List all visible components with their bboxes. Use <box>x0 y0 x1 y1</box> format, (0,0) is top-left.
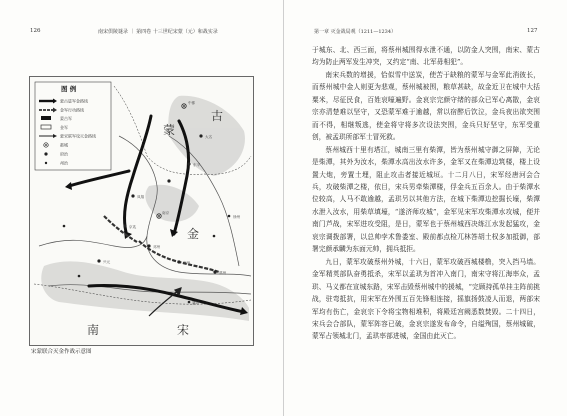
legend-title: 图 例 <box>61 85 77 93</box>
body-text <box>312 44 540 343</box>
svg-text:金: 金 <box>187 227 200 241</box>
svg-text:唐州: 唐州 <box>183 261 191 265</box>
paragraph: 蔡州城西十里有塔江，城南三里有柴潭，皆为蔡州城守御之屏障，无论是柴潭，其外为汝水，柴潭水高出汝水许多，金军又在柴潭边筑楼，楼上设置大炮，旁置土埋，阻止攻击者接近城垣。十二月八日，宋军经唐河会合兵，攻破柴潭之楼，依目，宋兵男牵柴潭楼，俘金兵五百余人。由于柴潭水位较高，人马不敢逾越，孟珙另以其他方法，在城下柴潭边挖掘长壕，柴潭水泄入汝水，用柴草填壕，“遂济师攻城”，金军见宋军攻柴潭水攻城，便并南门芦战，宋军进攻受阻，是日，蒙军也于蔡州城西决练江水发起猛攻，金哀宗调拨部署，以总帅孛术鲁娄室、殿前都点检兀林答胡土权多加抵御，部署完颜承麟为东面元帅，拥兵抵拒。 <box>312 145 540 254</box>
legend-item-prefecture: 府治 <box>60 151 68 157</box>
svg-text:蔡州: 蔡州 <box>219 271 227 275</box>
paragraph: 九日，蒙军攻破蔡州外城，十六日，蒙军攻破西城楼橹，突入挡马墙。金军精英部队奋勇抵杀，宋军以孟珙为首冲入南门，南宋守将江海率众，孟珙、马义都在宣城东路，宋军击毁蔡州城中的援城，“完顾持孤单挂主阵前挑战，驻弯抵抗，用宋军在外围五百先锋相连接，摇旗扬鼓凌人而退，两部宋军均有伤亡，金哀宗下令将宝物相堆积，将殿廷宫阙悉数焚毁。二十四日，宋兵会合部队，蒙军阵容已破，金哀宗遂发布命令，自缢殉国，蔡州城破，蒙军占领城北门，孟珙率部进城，金国由此灭亡。 <box>312 257 540 341</box>
svg-text:京兆: 京兆 <box>129 225 137 229</box>
campaign-map <box>29 76 254 346</box>
svg-text:邓州: 邓州 <box>153 245 161 249</box>
legend-item-jin-army: 金军 <box>60 125 68 130</box>
svg-text:东平: 东平 <box>193 163 201 167</box>
svg-text:中都: 中都 <box>188 101 196 105</box>
running-head-left: 南宋倶陵谜录 ｜ 第四卷 十三世纪宋蒙（元）和战实录 <box>98 29 218 35</box>
map-caption: 宋蒙联合灭金作战示意图 <box>31 349 92 355</box>
svg-text:大名: 大名 <box>205 135 213 139</box>
running-head-right: 第一章 灭金战局观（1211—1234） <box>314 29 397 35</box>
legend-item-mongol-route: 蒙古进军金路线 <box>60 98 88 104</box>
map-figure <box>29 76 254 346</box>
left-page <box>0 0 283 416</box>
legend-item-capital: 都城 <box>60 142 68 148</box>
legend-item-mongol-army: 蒙古军 <box>60 116 72 121</box>
legend-item-joint-route: 蒙宋联军攻灭金路线 <box>60 133 96 139</box>
paragraph: 于城东、北、西三面，将蔡州城围得水泄不通，以防金人突围，南宋、蒙古均为防止两军发生冲突，又约定“南、北军毋相犯”。 <box>312 46 540 67</box>
svg-text:凤翔: 凤翔 <box>137 195 145 199</box>
svg-text:南京: 南京 <box>162 211 170 215</box>
svg-text:徐州: 徐州 <box>233 215 241 219</box>
svg-text:宋: 宋 <box>177 323 190 337</box>
page-number-right: 127 <box>527 28 538 34</box>
legend-item-county: 州治 <box>60 160 68 166</box>
paragraph: 南宋兵数的增援，恰似雪中送炭，使苦于缺粮的蒙军与金军此消彼长，而蔡州城中金人则更为悲观，蔡州城被围，粮草甚缺，故金近卫在城中大括粟米，尽征民食，百姓哀嚎遍野。金哀宗完颜守绪的部众已军心离散，金哀宗亦清楚难以坚守，又恐蒙军难于逾越，常以宿醉后饮泣，金兵夜出欲突围而不得，相继叛逃，使金将守将多次设法突围，金兵只好坚守，东军受重创，被孟珙所部军士冒死救。 <box>312 70 540 142</box>
svg-text:蒙: 蒙 <box>163 123 176 137</box>
map-legend <box>35 82 111 170</box>
legend-item-jin-route: 金军行动路线 <box>60 107 84 113</box>
page-number-left: 126 <box>30 28 41 34</box>
svg-text:古: 古 <box>211 109 224 123</box>
svg-text:南: 南 <box>87 323 100 337</box>
svg-text:襄阳: 襄阳 <box>192 301 200 305</box>
svg-text:兴元: 兴元 <box>103 260 111 264</box>
